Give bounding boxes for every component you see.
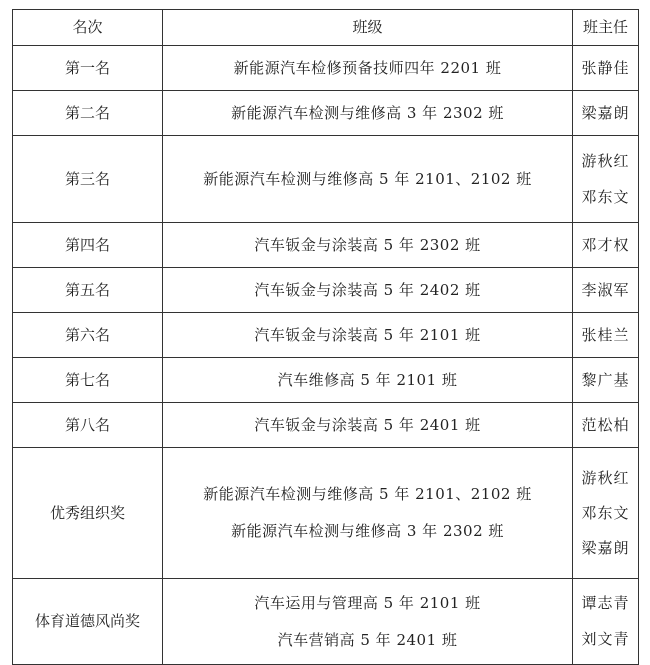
- class-cell: [163, 579, 573, 665]
- teacher-cell: [573, 268, 639, 313]
- table-row: [13, 46, 639, 91]
- teacher-cell: [573, 579, 639, 665]
- class-cell: [163, 136, 573, 223]
- header-row: [13, 10, 639, 46]
- class-cell: [163, 448, 573, 579]
- class-name: 汽车营销高 5 年 2401 班: [277, 630, 458, 649]
- class-name: 新能源汽车检测与维修高 5 年 2101、2102 班: [203, 485, 532, 503]
- header-teacher: 班主任: [573, 10, 639, 46]
- rank-cell: 第二名: [13, 91, 163, 136]
- header-rank: 名次: [13, 10, 163, 46]
- table-row: [13, 136, 639, 223]
- class-name: 汽车钣金与涂装高 5 年 2401 班: [254, 415, 481, 434]
- teacher-cell: [573, 313, 639, 358]
- class-name: 新能源汽车检测与维修高 3 年 2302 班: [231, 522, 504, 540]
- class-name: 新能源汽车检测与维修高 3 年 2302 班: [231, 103, 504, 122]
- rank-cell: 第六名: [13, 313, 163, 358]
- rank-cell: 第三名: [13, 136, 163, 223]
- teacher-name: 张桂兰: [581, 325, 630, 344]
- class-cell: [163, 313, 573, 358]
- rank-cell: 第四名: [13, 223, 163, 268]
- class-cell: [163, 403, 573, 448]
- teacher-name: 邓东文: [581, 503, 630, 522]
- teacher-name: 刘文青: [581, 630, 630, 648]
- table-row: [13, 223, 639, 268]
- class-name: 汽车钣金与涂装高 5 年 2402 班: [254, 280, 481, 299]
- class-cell: [163, 91, 573, 136]
- class-name: 汽车运用与管理高 5 年 2101 班: [254, 593, 481, 612]
- teacher-name: 谭志青: [581, 594, 630, 612]
- results-table: [12, 9, 639, 665]
- teacher-name: 梁嘉朗: [581, 538, 630, 557]
- table-row: [13, 313, 639, 358]
- table-row: [13, 91, 639, 136]
- class-name: 汽车钣金与涂装高 5 年 2101 班: [254, 325, 481, 344]
- class-cell: [163, 223, 573, 268]
- teacher-cell: [573, 358, 639, 403]
- header-class: 班级: [163, 10, 573, 46]
- teacher-cell: [573, 403, 639, 448]
- teacher-cell: [573, 91, 639, 136]
- rank-cell: 优秀组织奖: [13, 448, 163, 579]
- table-row: [13, 403, 639, 448]
- class-cell: [163, 358, 573, 403]
- teacher-name: 范松柏: [581, 415, 630, 434]
- table-row: [13, 448, 639, 579]
- class-name: 汽车维修高 5 年 2101 班: [277, 370, 458, 389]
- table-row: [13, 579, 639, 665]
- teacher-name: 邓东文: [581, 187, 630, 206]
- class-cell: [163, 268, 573, 313]
- rank-cell: 体育道德风尚奖: [13, 579, 163, 665]
- rank-cell: 第八名: [13, 403, 163, 448]
- teacher-name: 邓才权: [581, 235, 630, 254]
- class-name: 新能源汽车检测与维修高 5 年 2101、2102 班: [203, 169, 532, 188]
- class-name: 汽车钣金与涂装高 5 年 2302 班: [254, 235, 481, 254]
- class-cell: [163, 46, 573, 91]
- rank-cell: 第七名: [13, 358, 163, 403]
- teacher-name: 梁嘉朗: [581, 103, 630, 122]
- rank-cell: 第一名: [13, 46, 163, 91]
- class-name: 新能源汽车检修预备技师四年 2201 班: [233, 58, 502, 77]
- teacher-name: 李淑军: [581, 280, 630, 299]
- teacher-cell: [573, 136, 639, 223]
- table-row: [13, 268, 639, 313]
- teacher-name: 游秋红: [581, 151, 630, 170]
- teacher-name: 张静佳: [581, 58, 630, 77]
- rank-cell: 第五名: [13, 268, 163, 313]
- teacher-cell: [573, 46, 639, 91]
- table-row: [13, 358, 639, 403]
- teacher-cell: [573, 223, 639, 268]
- teacher-name: 游秋红: [581, 468, 630, 487]
- teacher-name: 黎广基: [581, 370, 630, 389]
- teacher-cell: [573, 448, 639, 579]
